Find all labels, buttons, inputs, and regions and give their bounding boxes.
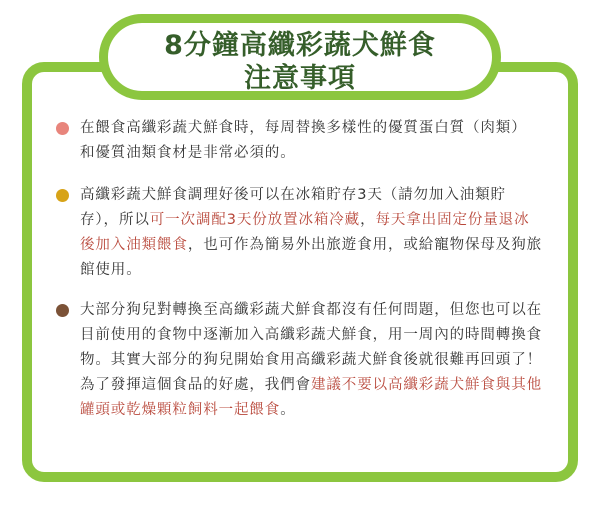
list-item xyxy=(80,183,542,283)
pink-dot-icon xyxy=(56,122,69,135)
highlight-text: 可一次調配3天份放置冰箱冷藏 xyxy=(149,212,361,228)
highlight-text: 建議不要以高纖彩蔬犬鮮食與其他罐頭或乾燥顆粒飼料一起餵食 xyxy=(80,377,542,418)
page-title xyxy=(108,29,492,95)
item-text: 高纖彩蔬犬鮮食調理好後可以在冰箱貯存3天（請勿加入油類貯存），所以 xyxy=(80,187,506,228)
highlight-text: 每天拿出固定份量退冰後加入油類餵食 xyxy=(80,212,530,253)
item-text: 大部分狗兒對轉換至高纖彩蔬犬鮮食都沒有任何問題，但您也可以在目前使用的食物中逐漸加入高纖彩蔬犬鮮食，用一周內的時間轉換食物。其實大部分的狗兒開始食用高纖彩蔬犬鮮食後就很難再回頭了！ 為了發揮這個食品的好處，我們會 xyxy=(80,302,542,393)
title-line-2: 注意事項 xyxy=(244,63,356,94)
list-item xyxy=(80,116,542,166)
title-banner xyxy=(99,14,501,100)
item-text: ， xyxy=(360,212,376,228)
title-line-1: 8分鐘高纖彩蔬犬鮮食 xyxy=(164,30,436,61)
brown-dot-icon xyxy=(56,304,69,317)
gold-dot-icon xyxy=(56,189,69,202)
item-text: ，也可作為簡易外出旅遊食用，或給寵物保母及狗旅館使用。 xyxy=(80,237,543,278)
item-text: 。 xyxy=(280,402,296,418)
list-item xyxy=(80,298,542,423)
item-text: 在餵食高纖彩蔬犬鮮食時，每周替換多樣性的優質蛋白質（肉類） 和優質油類食材是非常必須的。 xyxy=(80,120,527,161)
